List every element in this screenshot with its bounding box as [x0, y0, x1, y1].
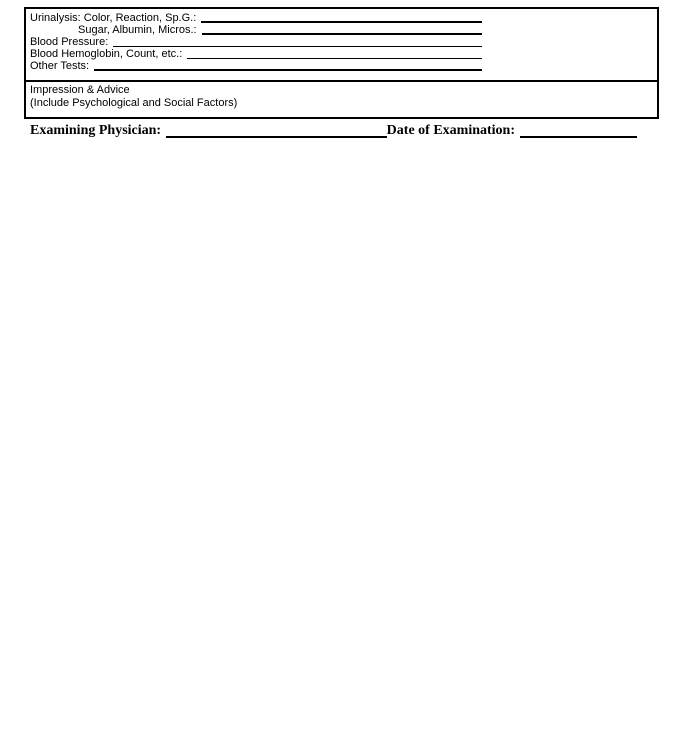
other-tests-blank-field[interactable]	[94, 61, 482, 71]
urinalysis-label: Urinalysis: Color, Reaction, Sp.G.:	[30, 12, 197, 24]
examination-date-line[interactable]	[520, 126, 637, 138]
physician-signature-line[interactable]	[166, 126, 387, 138]
sugar-albumin-blank-field[interactable]	[202, 25, 482, 35]
lab-results-section	[26, 9, 657, 80]
blood-hemoglobin-label: Blood Hemoglobin, Count, etc.:	[30, 48, 183, 60]
field-row-blood-hemoglobin	[30, 48, 482, 60]
blood-pressure-label: Blood Pressure:	[30, 36, 109, 48]
examining-physician-label: Examining Physician:	[30, 123, 162, 138]
field-row-urinalysis	[30, 12, 482, 24]
field-row-sugar-albumin	[30, 24, 482, 36]
signature-row	[30, 122, 637, 139]
blood-pressure-blank-field[interactable]	[113, 37, 482, 47]
date-of-examination-label: Date of Examination:	[386, 123, 515, 138]
impression-title: Impression & Advice	[30, 84, 130, 96]
field-row-other-tests	[30, 60, 482, 72]
field-row-blood-pressure	[30, 36, 482, 48]
sugar-albumin-label: Sugar, Albumin, Micros.:	[78, 24, 197, 36]
impression-subtitle: (Include Psychological and Social Factors)	[30, 97, 238, 109]
impression-advice-section[interactable]	[26, 80, 657, 117]
blood-hemoglobin-blank-field[interactable]	[187, 49, 482, 59]
exam-results-box	[24, 7, 659, 119]
other-tests-label: Other Tests:	[30, 60, 90, 72]
urinalysis-blank-field[interactable]	[201, 13, 482, 23]
